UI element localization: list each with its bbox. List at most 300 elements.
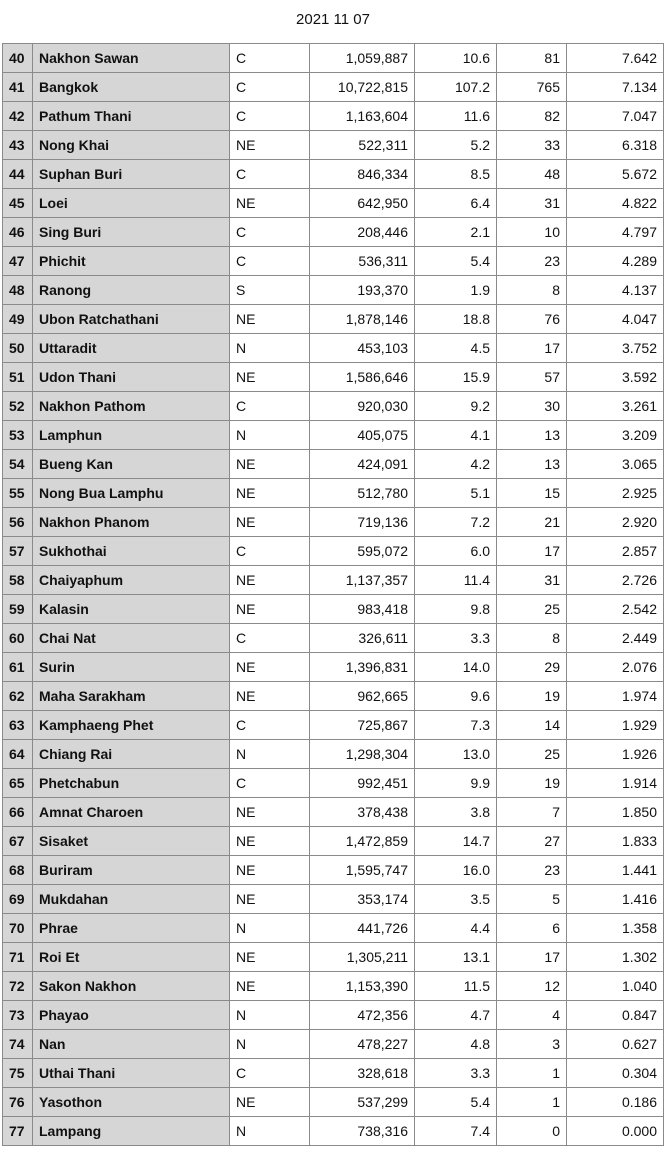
rank-cell: 76 (3, 1088, 33, 1117)
cases-cell: 7 (497, 798, 567, 827)
cases-cell: 25 (497, 740, 567, 769)
province-name-cell: Phetchabun (33, 769, 230, 798)
region-cell: S (230, 276, 310, 305)
rank-cell: 57 (3, 537, 33, 566)
cases-cell: 57 (497, 363, 567, 392)
population-cell: 725,867 (310, 711, 415, 740)
table-row (3, 276, 664, 305)
population-cell: 424,091 (310, 450, 415, 479)
table-row (3, 653, 664, 682)
region-cell: NE (230, 827, 310, 856)
table-row (3, 450, 664, 479)
per-100k-cell: 5.2 (415, 131, 497, 160)
population-cell: 1,305,211 (310, 943, 415, 972)
cases-cell: 19 (497, 682, 567, 711)
population-cell: 1,163,604 (310, 102, 415, 131)
province-name-cell: Pathum Thani (33, 102, 230, 131)
population-cell: 846,334 (310, 160, 415, 189)
cases-cell: 23 (497, 856, 567, 885)
rate-cell: 2.726 (567, 566, 664, 595)
table-row (3, 972, 664, 1001)
population-cell: 453,103 (310, 334, 415, 363)
region-cell: NE (230, 566, 310, 595)
per-100k-cell: 7.3 (415, 711, 497, 740)
rate-cell: 7.642 (567, 44, 664, 73)
rank-cell: 45 (3, 189, 33, 218)
rate-cell: 5.672 (567, 160, 664, 189)
rank-cell: 64 (3, 740, 33, 769)
province-name-cell: Nakhon Phanom (33, 508, 230, 537)
per-100k-cell: 5.4 (415, 1088, 497, 1117)
rank-cell: 74 (3, 1030, 33, 1059)
cases-cell: 4 (497, 1001, 567, 1030)
rank-cell: 60 (3, 624, 33, 653)
per-100k-cell: 5.1 (415, 479, 497, 508)
rate-cell: 0.304 (567, 1059, 664, 1088)
per-100k-cell: 1.9 (415, 276, 497, 305)
per-100k-cell: 13.0 (415, 740, 497, 769)
population-cell: 472,356 (310, 1001, 415, 1030)
rate-cell: 3.065 (567, 450, 664, 479)
province-name-cell: Udon Thani (33, 363, 230, 392)
page-title: 2021 11 07 (296, 11, 370, 28)
region-cell: NE (230, 682, 310, 711)
province-name-cell: Chiang Rai (33, 740, 230, 769)
rate-cell: 6.318 (567, 131, 664, 160)
rank-cell: 52 (3, 392, 33, 421)
region-cell: NE (230, 595, 310, 624)
table-row (3, 189, 664, 218)
cases-cell: 17 (497, 537, 567, 566)
region-cell: NE (230, 131, 310, 160)
population-cell: 595,072 (310, 537, 415, 566)
population-cell: 642,950 (310, 189, 415, 218)
per-100k-cell: 9.6 (415, 682, 497, 711)
population-cell: 536,311 (310, 247, 415, 276)
province-name-cell: Kalasin (33, 595, 230, 624)
rank-cell: 71 (3, 943, 33, 972)
table-row (3, 798, 664, 827)
per-100k-cell: 7.2 (415, 508, 497, 537)
rate-cell: 1.974 (567, 682, 664, 711)
table-row (3, 595, 664, 624)
rank-cell: 61 (3, 653, 33, 682)
table-row (3, 44, 664, 73)
province-name-cell: Chaiyaphum (33, 566, 230, 595)
province-name-cell: Nakhon Pathom (33, 392, 230, 421)
table-row (3, 1117, 664, 1146)
rank-cell: 43 (3, 131, 33, 160)
rate-cell: 0.000 (567, 1117, 664, 1146)
table-row (3, 711, 664, 740)
rank-cell: 40 (3, 44, 33, 73)
table-row (3, 1001, 664, 1030)
rank-cell: 72 (3, 972, 33, 1001)
per-100k-cell: 8.5 (415, 160, 497, 189)
per-100k-cell: 4.7 (415, 1001, 497, 1030)
population-cell: 920,030 (310, 392, 415, 421)
rate-cell: 0.186 (567, 1088, 664, 1117)
per-100k-cell: 11.4 (415, 566, 497, 595)
table-body (3, 44, 664, 1146)
population-cell: 537,299 (310, 1088, 415, 1117)
region-cell: N (230, 740, 310, 769)
per-100k-cell: 13.1 (415, 943, 497, 972)
cases-cell: 15 (497, 479, 567, 508)
cases-cell: 0 (497, 1117, 567, 1146)
province-name-cell: Ranong (33, 276, 230, 305)
region-cell: N (230, 914, 310, 943)
population-cell: 208,446 (310, 218, 415, 247)
rate-cell: 4.797 (567, 218, 664, 247)
rate-cell: 7.047 (567, 102, 664, 131)
population-cell: 1,059,887 (310, 44, 415, 73)
table-row (3, 247, 664, 276)
per-100k-cell: 18.8 (415, 305, 497, 334)
rank-cell: 59 (3, 595, 33, 624)
province-name-cell: Phayao (33, 1001, 230, 1030)
province-name-cell: Nan (33, 1030, 230, 1059)
population-cell: 1,137,357 (310, 566, 415, 595)
cases-cell: 6 (497, 914, 567, 943)
province-name-cell: Amnat Charoen (33, 798, 230, 827)
table-row (3, 392, 664, 421)
cases-cell: 17 (497, 943, 567, 972)
table-row (3, 885, 664, 914)
table-row (3, 508, 664, 537)
rate-cell: 4.137 (567, 276, 664, 305)
population-cell: 378,438 (310, 798, 415, 827)
region-cell: NE (230, 479, 310, 508)
rate-cell: 1.302 (567, 943, 664, 972)
rank-cell: 56 (3, 508, 33, 537)
population-cell: 1,878,146 (310, 305, 415, 334)
population-cell: 1,396,831 (310, 653, 415, 682)
region-cell: C (230, 247, 310, 276)
per-100k-cell: 9.9 (415, 769, 497, 798)
region-cell: N (230, 1117, 310, 1146)
rank-cell: 70 (3, 914, 33, 943)
cases-cell: 765 (497, 73, 567, 102)
population-cell: 193,370 (310, 276, 415, 305)
per-100k-cell: 3.5 (415, 885, 497, 914)
province-name-cell: Ubon Ratchathani (33, 305, 230, 334)
table-row (3, 334, 664, 363)
per-100k-cell: 4.8 (415, 1030, 497, 1059)
region-cell: NE (230, 943, 310, 972)
cases-cell: 8 (497, 276, 567, 305)
rate-cell: 4.289 (567, 247, 664, 276)
per-100k-cell: 2.1 (415, 218, 497, 247)
population-cell: 1,472,859 (310, 827, 415, 856)
rank-cell: 66 (3, 798, 33, 827)
cases-cell: 14 (497, 711, 567, 740)
rate-cell: 1.040 (567, 972, 664, 1001)
rate-cell: 2.925 (567, 479, 664, 508)
region-cell: NE (230, 508, 310, 537)
table-row (3, 218, 664, 247)
population-cell: 478,227 (310, 1030, 415, 1059)
per-100k-cell: 14.7 (415, 827, 497, 856)
population-cell: 719,136 (310, 508, 415, 537)
region-cell: N (230, 1001, 310, 1030)
rate-cell: 1.441 (567, 856, 664, 885)
cases-cell: 17 (497, 334, 567, 363)
table-row (3, 160, 664, 189)
population-cell: 1,586,646 (310, 363, 415, 392)
per-100k-cell: 3.3 (415, 1059, 497, 1088)
per-100k-cell: 11.6 (415, 102, 497, 131)
rate-cell: 2.542 (567, 595, 664, 624)
region-cell: NE (230, 450, 310, 479)
region-cell: C (230, 44, 310, 73)
population-cell: 738,316 (310, 1117, 415, 1146)
table-row (3, 305, 664, 334)
region-cell: NE (230, 856, 310, 885)
population-cell: 522,311 (310, 131, 415, 160)
region-cell: N (230, 421, 310, 450)
province-name-cell: Roi Et (33, 943, 230, 972)
per-100k-cell: 11.5 (415, 972, 497, 1001)
province-name-cell: Phichit (33, 247, 230, 276)
rank-cell: 49 (3, 305, 33, 334)
rate-cell: 1.929 (567, 711, 664, 740)
rank-cell: 67 (3, 827, 33, 856)
table-row (3, 856, 664, 885)
region-cell: NE (230, 305, 310, 334)
region-cell: NE (230, 798, 310, 827)
rate-cell: 1.850 (567, 798, 664, 827)
population-cell: 983,418 (310, 595, 415, 624)
rank-cell: 77 (3, 1117, 33, 1146)
rate-cell: 1.416 (567, 885, 664, 914)
table-row (3, 537, 664, 566)
table-row (3, 566, 664, 595)
cases-cell: 48 (497, 160, 567, 189)
per-100k-cell: 5.4 (415, 247, 497, 276)
region-cell: C (230, 711, 310, 740)
per-100k-cell: 107.2 (415, 73, 497, 102)
rank-cell: 50 (3, 334, 33, 363)
table-row (3, 363, 664, 392)
region-cell: C (230, 73, 310, 102)
rate-cell: 3.592 (567, 363, 664, 392)
table-row (3, 1030, 664, 1059)
table-row (3, 73, 664, 102)
per-100k-cell: 3.3 (415, 624, 497, 653)
table-row (3, 740, 664, 769)
rank-cell: 41 (3, 73, 33, 102)
per-100k-cell: 3.8 (415, 798, 497, 827)
table-row (3, 827, 664, 856)
population-cell: 405,075 (310, 421, 415, 450)
province-name-cell: Sing Buri (33, 218, 230, 247)
rank-cell: 53 (3, 421, 33, 450)
cases-cell: 31 (497, 189, 567, 218)
region-cell: NE (230, 972, 310, 1001)
rate-cell: 3.752 (567, 334, 664, 363)
per-100k-cell: 10.6 (415, 44, 497, 73)
population-cell: 992,451 (310, 769, 415, 798)
region-cell: N (230, 1030, 310, 1059)
region-cell: NE (230, 885, 310, 914)
cases-cell: 82 (497, 102, 567, 131)
province-name-cell: Suphan Buri (33, 160, 230, 189)
cases-cell: 19 (497, 769, 567, 798)
rate-cell: 3.209 (567, 421, 664, 450)
cases-cell: 10 (497, 218, 567, 247)
rank-cell: 42 (3, 102, 33, 131)
region-cell: C (230, 624, 310, 653)
per-100k-cell: 4.5 (415, 334, 497, 363)
cases-cell: 23 (497, 247, 567, 276)
per-100k-cell: 9.8 (415, 595, 497, 624)
province-name-cell: Buriram (33, 856, 230, 885)
province-name-cell: Lampang (33, 1117, 230, 1146)
rank-cell: 55 (3, 479, 33, 508)
per-100k-cell: 16.0 (415, 856, 497, 885)
per-100k-cell: 4.2 (415, 450, 497, 479)
per-100k-cell: 15.9 (415, 363, 497, 392)
population-cell: 1,153,390 (310, 972, 415, 1001)
province-name-cell: Mukdahan (33, 885, 230, 914)
rate-cell: 2.449 (567, 624, 664, 653)
cases-cell: 30 (497, 392, 567, 421)
region-cell: C (230, 537, 310, 566)
rank-cell: 51 (3, 363, 33, 392)
province-name-cell: Uthai Thani (33, 1059, 230, 1088)
rate-cell: 2.857 (567, 537, 664, 566)
province-name-cell: Chai Nat (33, 624, 230, 653)
rank-cell: 47 (3, 247, 33, 276)
table-row (3, 769, 664, 798)
table-row (3, 682, 664, 711)
rank-cell: 58 (3, 566, 33, 595)
rank-cell: 54 (3, 450, 33, 479)
region-cell: C (230, 1059, 310, 1088)
region-cell: NE (230, 1088, 310, 1117)
population-cell: 441,726 (310, 914, 415, 943)
rank-cell: 75 (3, 1059, 33, 1088)
province-name-cell: Uttaradit (33, 334, 230, 363)
rate-cell: 1.358 (567, 914, 664, 943)
cases-cell: 12 (497, 972, 567, 1001)
table-row (3, 624, 664, 653)
province-name-cell: Maha Sarakham (33, 682, 230, 711)
cases-cell: 76 (497, 305, 567, 334)
rank-cell: 62 (3, 682, 33, 711)
cases-cell: 13 (497, 421, 567, 450)
rate-cell: 0.627 (567, 1030, 664, 1059)
per-100k-cell: 7.4 (415, 1117, 497, 1146)
rate-cell: 4.047 (567, 305, 664, 334)
province-name-cell: Nong Bua Lamphu (33, 479, 230, 508)
per-100k-cell: 14.0 (415, 653, 497, 682)
cases-cell: 31 (497, 566, 567, 595)
cases-cell: 27 (497, 827, 567, 856)
province-name-cell: Nong Khai (33, 131, 230, 160)
population-cell: 962,665 (310, 682, 415, 711)
population-cell: 512,780 (310, 479, 415, 508)
cases-cell: 29 (497, 653, 567, 682)
rank-cell: 68 (3, 856, 33, 885)
cases-cell: 1 (497, 1088, 567, 1117)
cases-cell: 21 (497, 508, 567, 537)
rank-cell: 44 (3, 160, 33, 189)
cases-cell: 5 (497, 885, 567, 914)
cases-cell: 13 (497, 450, 567, 479)
table-row (3, 479, 664, 508)
table-row (3, 914, 664, 943)
province-name-cell: Sukhothai (33, 537, 230, 566)
rate-cell: 3.261 (567, 392, 664, 421)
rate-cell: 7.134 (567, 73, 664, 102)
rate-cell: 1.833 (567, 827, 664, 856)
province-name-cell: Loei (33, 189, 230, 218)
rate-cell: 2.920 (567, 508, 664, 537)
region-cell: NE (230, 363, 310, 392)
cases-cell: 33 (497, 131, 567, 160)
rank-cell: 65 (3, 769, 33, 798)
per-100k-cell: 9.2 (415, 392, 497, 421)
population-cell: 326,611 (310, 624, 415, 653)
table-row (3, 131, 664, 160)
table-row (3, 1059, 664, 1088)
province-table (2, 43, 664, 1146)
per-100k-cell: 4.1 (415, 421, 497, 450)
region-cell: NE (230, 189, 310, 218)
rank-cell: 69 (3, 885, 33, 914)
region-cell: C (230, 218, 310, 247)
rank-cell: 63 (3, 711, 33, 740)
province-name-cell: Kamphaeng Phet (33, 711, 230, 740)
province-name-cell: Bangkok (33, 73, 230, 102)
cases-cell: 3 (497, 1030, 567, 1059)
rank-cell: 73 (3, 1001, 33, 1030)
cases-cell: 81 (497, 44, 567, 73)
rank-cell: 46 (3, 218, 33, 247)
cases-cell: 8 (497, 624, 567, 653)
region-cell: C (230, 102, 310, 131)
rate-cell: 1.914 (567, 769, 664, 798)
table-row (3, 1088, 664, 1117)
province-name-cell: Phrae (33, 914, 230, 943)
per-100k-cell: 6.4 (415, 189, 497, 218)
region-cell: N (230, 334, 310, 363)
cases-cell: 25 (497, 595, 567, 624)
population-cell: 353,174 (310, 885, 415, 914)
table-row (3, 943, 664, 972)
region-cell: NE (230, 653, 310, 682)
province-name-cell: Nakhon Sawan (33, 44, 230, 73)
rank-cell: 48 (3, 276, 33, 305)
table-row (3, 102, 664, 131)
rate-cell: 1.926 (567, 740, 664, 769)
rate-cell: 4.822 (567, 189, 664, 218)
region-cell: C (230, 392, 310, 421)
per-100k-cell: 4.4 (415, 914, 497, 943)
province-name-cell: Lamphun (33, 421, 230, 450)
population-cell: 1,298,304 (310, 740, 415, 769)
region-cell: C (230, 160, 310, 189)
province-name-cell: Yasothon (33, 1088, 230, 1117)
province-name-cell: Sisaket (33, 827, 230, 856)
rate-cell: 2.076 (567, 653, 664, 682)
region-cell: C (230, 769, 310, 798)
province-name-cell: Surin (33, 653, 230, 682)
per-100k-cell: 6.0 (415, 537, 497, 566)
population-cell: 10,722,815 (310, 73, 415, 102)
